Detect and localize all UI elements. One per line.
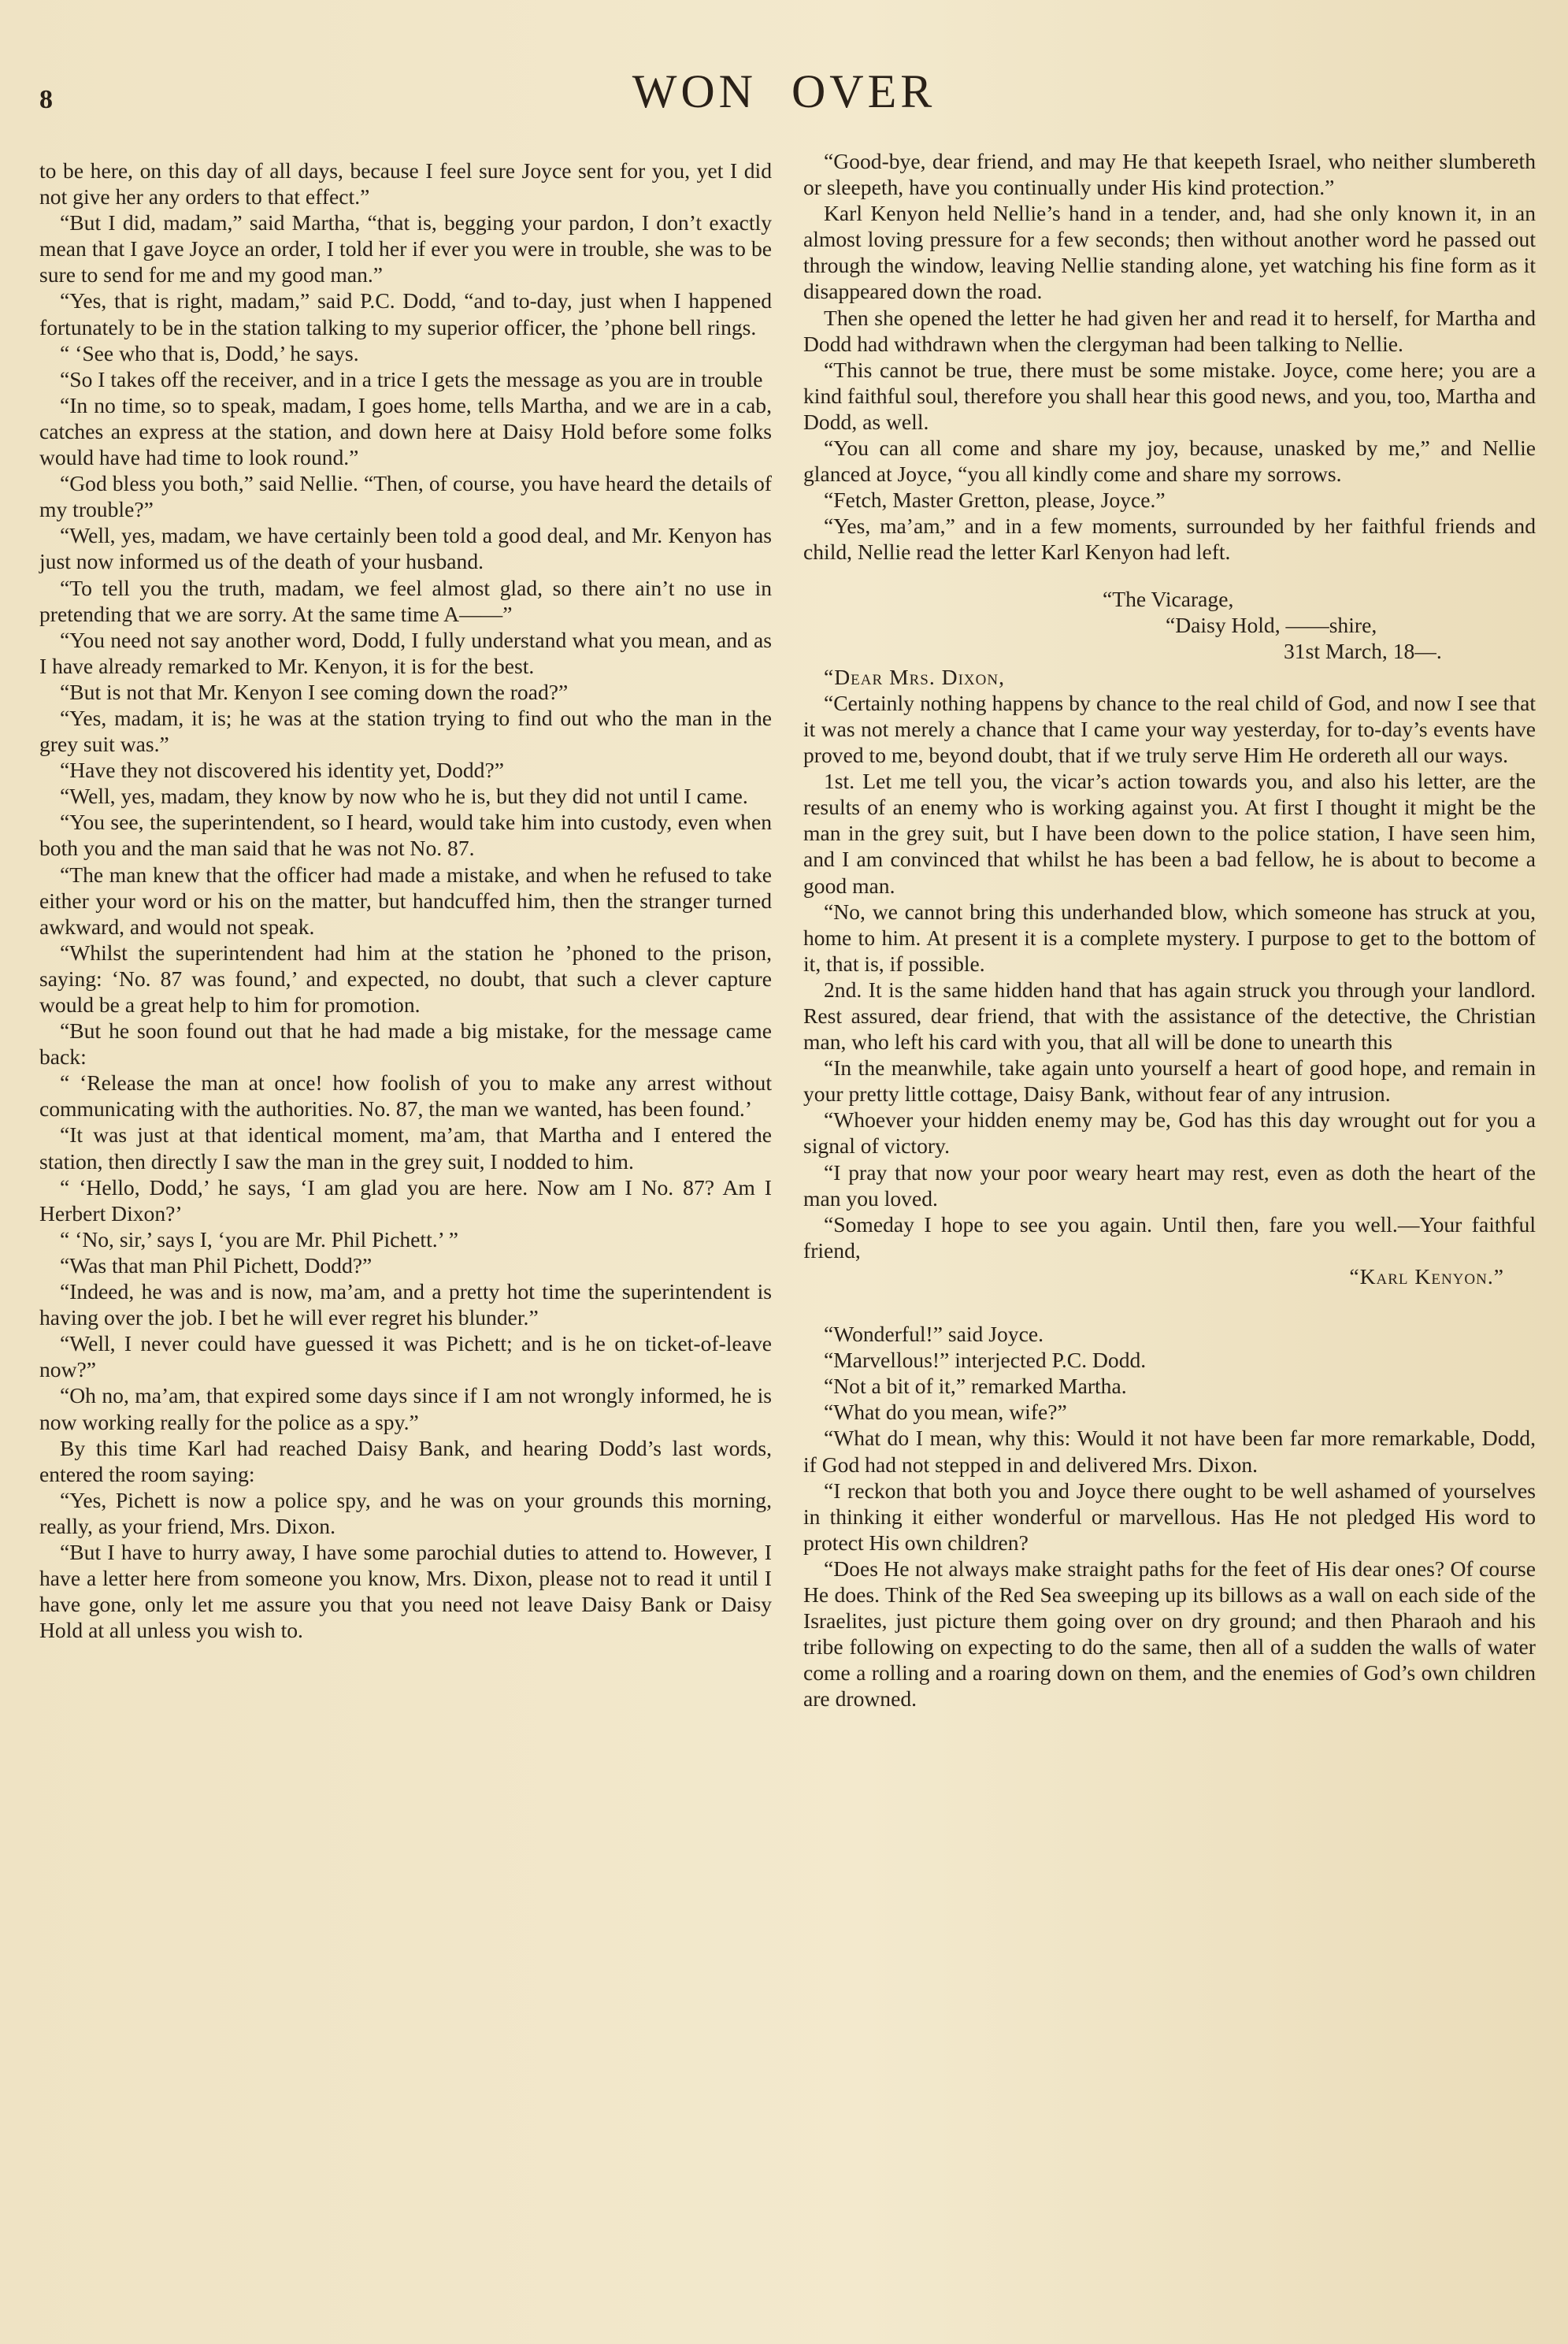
paragraph: Then she opened the letter he had given her and read it to herself, for Martha and Dodd had withdrawn when the clergyman had been talking to Nellie. bbox=[803, 305, 1536, 356]
section-gap bbox=[803, 1289, 1536, 1321]
letter-paragraph: “I pray that now your poor weary heart may rest, even as doth the heart of the man you loved. bbox=[803, 1159, 1536, 1211]
paragraph: “This cannot be true, there must be some mistake. Joyce, come here; you are a kind faithful soul, therefore you shall hear this good news, and you, too, Martha and Dodd, as well. bbox=[803, 357, 1536, 434]
paragraph: “What do you mean, wife?” bbox=[824, 1400, 1067, 1425]
paragraph: By this time Karl had reached Daisy Bank, and hearing Dodd’s last words, entered the room saying: bbox=[39, 1435, 772, 1486]
letter-paragraph: 2nd. It is the same hidden hand that has again struck you through your landlord. Rest assured, dear friend, that with the assistance of the detective, the Christian man, who left his card with you, that all will be done to unearth this bbox=[803, 977, 1536, 1055]
paragraph: “Fetch, Master Gretton, please, Joyce.” bbox=[824, 488, 1166, 513]
letter-paragraph: “Certainly nothing happens by chance to the real child of God, and now I see that it was not merely a chance that I came your way yesterday, for to-day’s events have proved to me, beyond doubt, that if we truly serve Him He ordereth all our ways. bbox=[803, 690, 1536, 768]
letter-heading bbox=[803, 586, 1536, 664]
paragraph: “Yes, ma’am,” and in a few moments, surrounded by her faithful friends and child, Nellie read the letter Karl Kenyon had left. bbox=[803, 514, 1536, 565]
letter-signature: “Karl Kenyon.” bbox=[1349, 1263, 1504, 1289]
paragraph: to be here, on this day of all days, because I feel sure Joyce sent for you, yet I did not give her any orders to that effect.” bbox=[39, 158, 772, 210]
letter-paragraph: 1st. Let me tell you, the vicar’s action towards you, and also his letter, are the results of an enemy who is working against you. At first I thought it might be the man in the grey suit, but I have been down to the police station, I have seen him, and I am convinced that whilst he has been a bad fellow, he is about to become a good man. bbox=[803, 769, 1536, 898]
letter-heading-line: “Daisy Hold, ——shire, bbox=[1166, 612, 1377, 637]
letter-salutation: “Dear Mrs. Dixon, bbox=[824, 664, 1005, 689]
paragraph: “Marvellous!” interjected P.C. Dodd. bbox=[824, 1348, 1147, 1373]
paragraph: “ ‘See who that is, Dodd,’ he says. bbox=[60, 340, 359, 365]
paragraph: “You see, the superintendent, so I heard, would take him into custody, even when both you and the man said that he was not No. 87. bbox=[39, 810, 772, 861]
letter-paragraph: “Whoever your hidden enemy may be, God has this day wrought out for you a signal of victory. bbox=[803, 1107, 1536, 1159]
paragraph: “Yes, madam, it is; he was at the station trying to find out who the man in the grey suit was.” bbox=[39, 705, 772, 757]
paragraph: “But I have to hurry away, I have some parochial duties to attend to. However, I have a letter here from someone you know, Mrs. Dixon, please not to read it until I have gone, only let me assure you that you need not leave Daisy Bank or Daisy Hold at all unless you wish to. bbox=[39, 1539, 772, 1643]
paragraph: “But is not that Mr. Kenyon I see coming down the road?” bbox=[60, 679, 569, 704]
paragraph: “To tell you the truth, madam, we feel almost glad, so there ain’t no use in pretending that we are sorry. At the same time A——” bbox=[39, 575, 772, 626]
running-title: WON OVER bbox=[632, 65, 936, 117]
paragraph: “Yes, that is right, madam,” said P.C. Dodd, “and to-day, just when I happened fortunately to be in the station talking to my superior officer, the ’phone bell rings. bbox=[39, 288, 772, 339]
letter-paragraph: “Someday I hope to see you again. Until then, fare you well.—Your faithful friend, bbox=[803, 1211, 1536, 1263]
paragraph: “God bless you both,” said Nellie. “Then, of course, you have heard the details of my trouble?” bbox=[39, 471, 772, 522]
paragraph: “In no time, so to speak, madam, I goes home, tells Martha, and we are in a cab, catches an express at the station, and down here at Daisy Hold before some folks would have had time to look round.” bbox=[39, 392, 772, 470]
paragraph: “The man knew that the officer had made a mistake, and when he refused to take either your word or his on the matter, but handcuffed him, then the stranger turned awkward, and would not speak. bbox=[39, 862, 772, 939]
paragraph: “I reckon that both you and Joyce there ought to be well ashamed of yourselves in thinking it either wonderful or marvellous. Has He not pledged His word to protect His own children? bbox=[803, 1478, 1536, 1555]
paragraph: “Well, yes, madam, we have certainly been told a good deal, and Mr. Kenyon has just now informed us of the death of your husband. bbox=[39, 523, 772, 574]
page-number: 8 bbox=[39, 85, 53, 114]
paragraph: “Wonderful!” said Joyce. bbox=[824, 1322, 1043, 1347]
letter-date: 31st March, 18—. bbox=[1284, 638, 1442, 663]
paragraph: “It was just at that identical moment, ma’am, that Martha and I entered the station, then directly I saw the man in the grey suit, I nodded to him. bbox=[39, 1122, 772, 1174]
paragraph: “ ‘Hello, Dodd,’ he says, ‘I am glad you are here. Now am I No. 87? Am I Herbert Dixon?’ bbox=[39, 1174, 772, 1226]
paragraph: “Well, yes, madam, they know by now who he is, but they did not until I came. bbox=[60, 784, 748, 809]
left-column bbox=[39, 158, 772, 1643]
paragraph: “So I takes off the receiver, and in a trice I gets the message as you are in trouble bbox=[60, 366, 763, 391]
paragraph: “Whilst the superintendent had him at the station he ’phoned to the prison, saying: ‘No. 87 was found,’ and expected, no doubt, that such a clever capture would be a great help to him for promotion. bbox=[39, 940, 772, 1017]
paragraph: “Does He not always make straight paths for the feet of His dear ones? Of course He does. Think of the Red Sea sweeping up its billows as a wall on each side of the Israelites, just picture them going over on dry ground; and then Pharaoh and his tribe following on expecting to do the same, then all of a sudden the walls of water come a rolling and a roaring down on them, and the enemies of God’s own children are drowned. bbox=[803, 1556, 1536, 1712]
paragraph: “Well, I never could have guessed it was Pichett; and is he on ticket-of-leave now?” bbox=[39, 1331, 772, 1382]
paragraph: “You can all come and share my joy, because, unasked by me,” and Nellie glanced at Joyce, “you all kindly come and share my sorrows. bbox=[803, 436, 1536, 487]
letter-paragraph: “In the meanwhile, take again unto yourself a heart of good hope, and remain in your pretty little cottage, Daisy Bank, without fear of any intrusion. bbox=[803, 1055, 1536, 1107]
right-column bbox=[803, 148, 1536, 1712]
paragraph: “ ‘No, sir,’ says I, ‘you are Mr. Phil Pichett.’ ” bbox=[60, 1226, 458, 1252]
paragraph: “You need not say another word, Dodd, I fully understand what you mean, and as I have already remarked to Mr. Kenyon, it is for the best. bbox=[39, 627, 772, 678]
paragraph: “What do I mean, why this: Would it not have been far more remarkable, Dodd, if God had not stepped in and delivered Mrs. Dixon. bbox=[803, 1426, 1536, 1477]
paragraph: “ ‘Release the man at once! how foolish of you to make any arrest without communicating with the authorities. No. 87, the man we wanted, has been found.’ bbox=[39, 1070, 772, 1122]
paragraph: “Oh no, ma’am, that expired some days since if I am not wrongly informed, he is now working really for the police as a spy.” bbox=[39, 1383, 772, 1434]
letter-paragraph: “No, we cannot bring this underhanded blow, which someone has struck at you, home to him. At present it is a complete mystery. I purpose to get to the bottom of it, that is, if possible. bbox=[803, 899, 1536, 976]
paragraph: “Have they not discovered his identity yet, Dodd?” bbox=[60, 758, 504, 783]
paragraph: “But he soon found out that he had made a big mistake, for the message came back: bbox=[39, 1018, 772, 1070]
paragraph: “Not a bit of it,” remarked Martha. bbox=[824, 1374, 1127, 1399]
letter-heading-line: “The Vicarage, bbox=[1103, 586, 1234, 611]
paragraph: “Was that man Phil Pichett, Dodd?” bbox=[60, 1252, 373, 1278]
paragraph: Karl Kenyon held Nellie’s hand in a tender, and, had she only known it, in an almost loving pressure for a few seconds; then without another word he passed out through the window, leaving Nellie standing alone, yet watching his fine form as it disappeared down the road. bbox=[803, 201, 1536, 304]
paragraph: “Indeed, he was and is now, ma’am, and a pretty hot time the superintendent is having over the job. I bet he will ever regret his blunder.” bbox=[39, 1279, 772, 1330]
paragraph: “Good-bye, dear friend, and may He that keepeth Israel, who neither slumbereth or sleepeth, have you continually under His kind protection.” bbox=[803, 149, 1536, 200]
paragraph: “But I did, madam,” said Martha, “that is, begging your pardon, I don’t exactly mean that I gave Joyce an order, I told her if ever you were in trouble, she was to be sure to send for me and my good man.” bbox=[39, 210, 772, 287]
paragraph: “Yes, Pichett is now a police spy, and he was on your grounds this morning, really, as your friend, Mrs. Dixon. bbox=[39, 1487, 772, 1538]
